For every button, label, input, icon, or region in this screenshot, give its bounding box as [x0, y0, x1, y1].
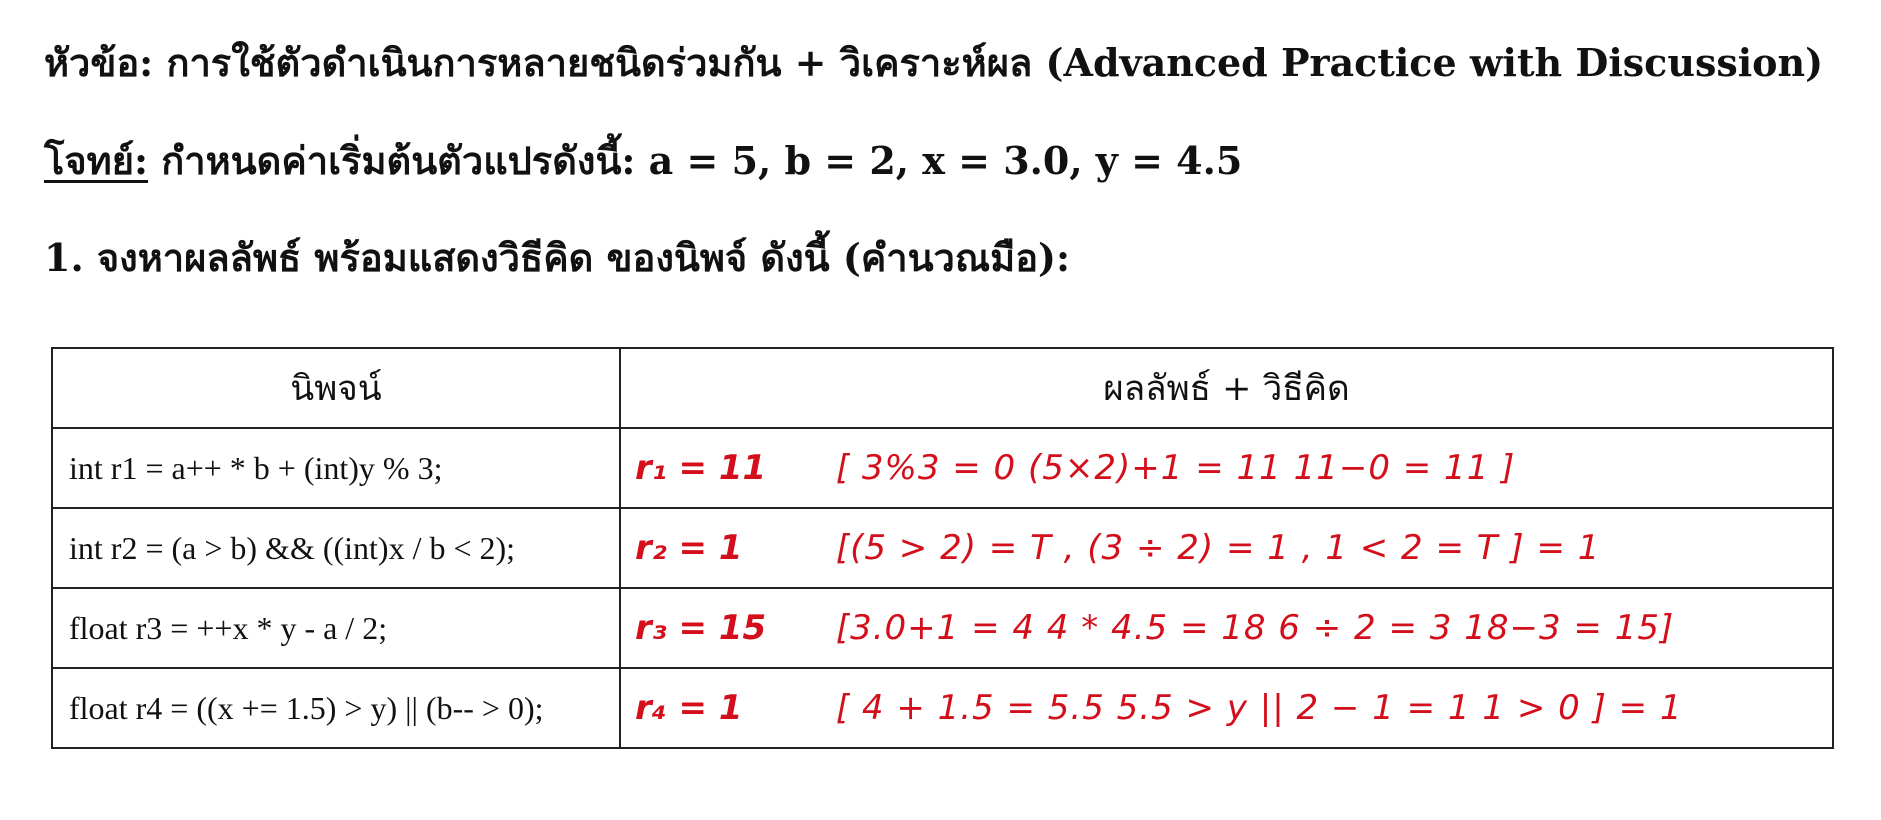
- question-text: 1. จงหาผลลัพธ์ พร้อมแสดงวิธีคิด ของนิพจ์ ดังนี้ (คำนวณมือ):: [44, 235, 1071, 280]
- problem-label: โจทย์:: [44, 138, 149, 183]
- question-heading: [44, 237, 1070, 279]
- expression-cell: int r2 = (a > b) && ((int)x / b < 2);: [52, 508, 620, 588]
- answer-cell: [620, 668, 1833, 748]
- problem-heading: [44, 140, 1242, 182]
- table-row: [52, 668, 1833, 748]
- answer-cell: [620, 508, 1833, 588]
- header-expression: นิพจน์: [52, 348, 620, 428]
- answer-cell: [620, 428, 1833, 508]
- expression-cell: float r4 = ((x += 1.5) > y) || (b-- > 0);: [52, 668, 620, 748]
- handwritten-work: [(5 > 2) = T , (3 ÷ 2) = 1 , 1 < 2 = T ] = 1: [835, 528, 1601, 568]
- handwritten-work: [ 4 + 1.5 = 5.5 5.5 > y || 2 − 1 = 1 1 > 0 ] = 1: [835, 688, 1683, 728]
- table-row: [52, 428, 1833, 508]
- handwritten-work: [3.0+1 = 4 4 * 4.5 = 18 6 ÷ 2 = 3 18−3 = 15]: [835, 608, 1675, 648]
- answer-cell: [620, 588, 1833, 668]
- handwritten-result: r₁ = 11: [635, 448, 767, 488]
- header-result-method: ผลลัพธ์ + วิธีคิด: [620, 348, 1833, 428]
- topic-text: การใช้ตัวดำเนินการหลายชนิดร่วมกัน + วิเคราะห์ผล (Advanced Practice with Discussion): [166, 40, 1824, 85]
- handwritten-result: r₄ = 1: [635, 688, 743, 728]
- handwritten-result: r₃ = 15: [635, 608, 767, 648]
- expression-table: [51, 347, 1834, 749]
- expression-cell: int r1 = a++ * b + (int)y % 3;: [52, 428, 620, 508]
- table-row: [52, 588, 1833, 668]
- handwritten-result: r₂ = 1: [635, 528, 743, 568]
- topic-label: หัวข้อ:: [44, 40, 154, 85]
- table-header-row: [52, 348, 1833, 428]
- expression-cell: float r3 = ++x * y - a / 2;: [52, 588, 620, 668]
- problem-text: กำหนดค่าเริ่มต้นตัวแปรดังนี้: a = 5, b = 2, x = 3.0, y = 4.5: [161, 138, 1243, 183]
- topic-heading: [44, 42, 1823, 84]
- table-row: [52, 508, 1833, 588]
- handwritten-work: [ 3%3 = 0 (5×2)+1 = 11 11−0 = 11 ]: [835, 448, 1516, 488]
